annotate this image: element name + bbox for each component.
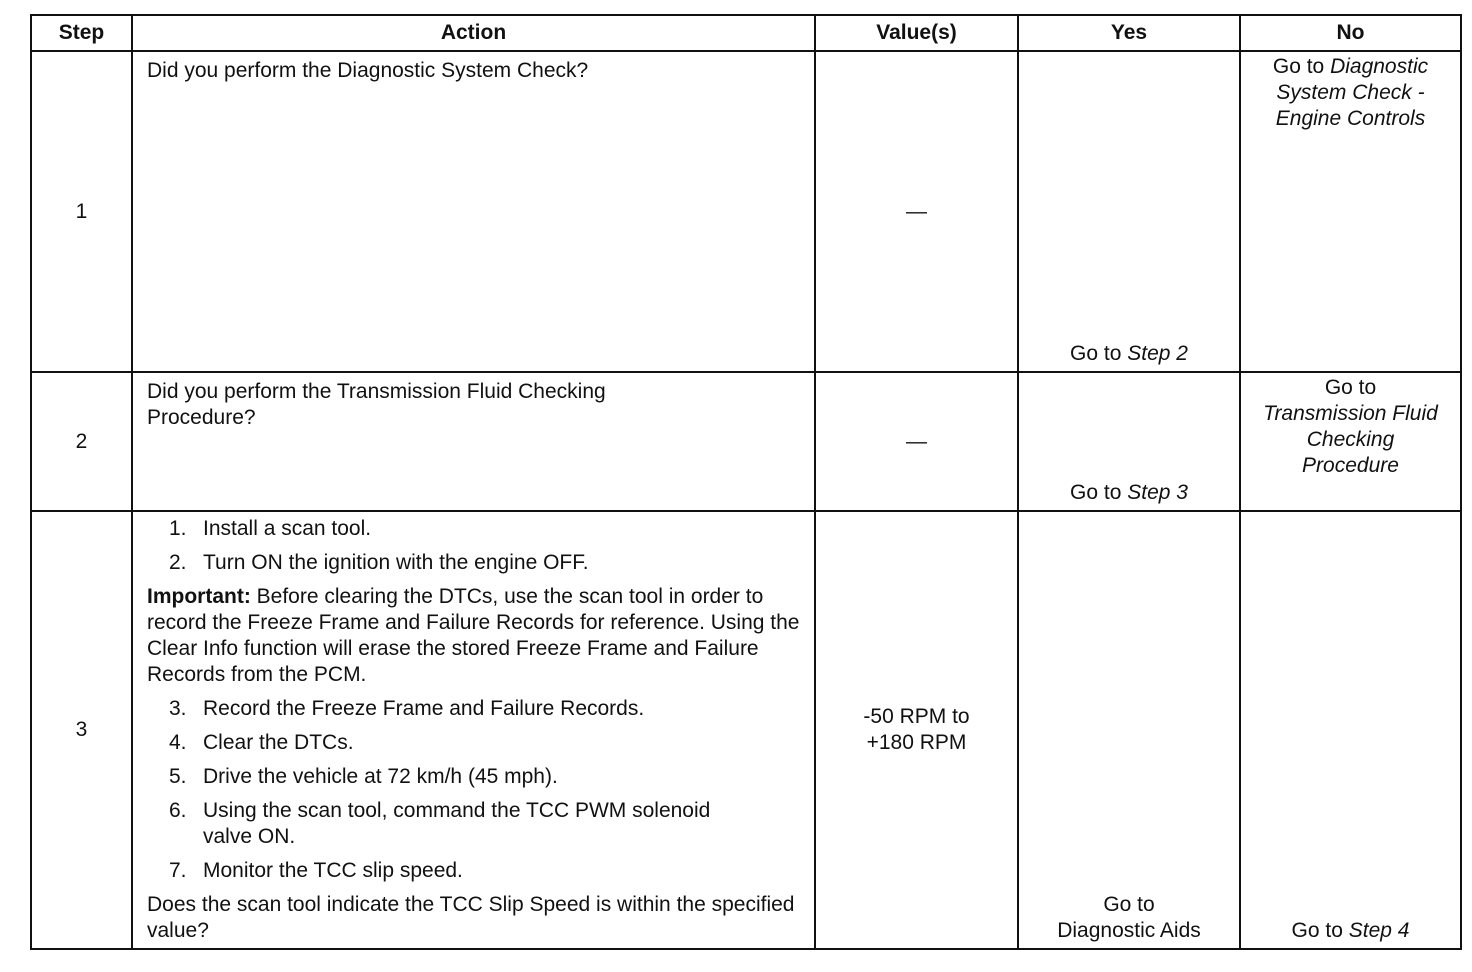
header-values: Value(s) — [815, 15, 1018, 51]
yes-link[interactable] — [1019, 892, 1239, 944]
yes-link[interactable] — [1019, 341, 1239, 367]
no-prefix: Go to — [1324, 376, 1377, 399]
action-text: Did you perform the Transmission Fluid Checking Procedure? — [147, 380, 606, 429]
list-item — [169, 550, 800, 576]
header-row — [31, 15, 1461, 51]
step-number: 3 — [31, 511, 132, 949]
yes-prefix: Go to — [1103, 893, 1155, 916]
action-content — [133, 512, 814, 944]
yes-cell — [1018, 372, 1240, 511]
list-item-text: Monitor the TCC slip speed. — [203, 859, 463, 882]
value-line-1: -50 RPM to — [863, 705, 970, 728]
important-note — [147, 584, 800, 688]
no-target: Transmission Fluid Checking Procedure — [1263, 402, 1438, 477]
diagnostic-table — [30, 14, 1462, 950]
list-item — [169, 764, 800, 790]
yes-target: Step 3 — [1127, 481, 1188, 504]
no-link[interactable] — [1241, 52, 1460, 132]
yes-cell — [1018, 511, 1240, 949]
header-step: Step — [31, 15, 132, 51]
header-action: Action — [132, 15, 815, 51]
yes-link[interactable] — [1019, 480, 1239, 506]
list-item-number: 2. — [169, 551, 187, 574]
list-item-number: 3. — [169, 697, 187, 720]
list-item-text: Clear the DTCs. — [203, 731, 354, 754]
action-cell — [132, 511, 815, 949]
list-item-text: Install a scan tool. — [203, 517, 372, 540]
no-prefix: Go to — [1272, 55, 1331, 78]
no-target: Diagnostic System Check - Engine Controls — [1275, 55, 1429, 130]
no-link[interactable] — [1241, 918, 1460, 944]
action-cell — [132, 51, 815, 372]
yes-prefix: Go to — [1070, 481, 1128, 504]
action-cell — [132, 372, 815, 511]
yes-target: Diagnostic Aids — [1057, 919, 1201, 942]
important-label: Important: — [147, 585, 251, 608]
list-item-text: Turn ON the ignition with the engine OFF. — [203, 551, 589, 574]
value-cell — [815, 511, 1018, 949]
list-item-number: 7. — [169, 859, 187, 882]
yes-prefix: Go to — [1070, 342, 1128, 365]
list-item-number: 6. — [169, 799, 187, 822]
step-number: 2 — [31, 372, 132, 511]
header-no: No — [1240, 15, 1461, 51]
list-item-number: 4. — [169, 731, 187, 754]
list-item — [169, 798, 800, 850]
no-target: Step 4 — [1348, 919, 1410, 942]
no-cell — [1240, 372, 1461, 511]
list-item-text: Record the Freeze Frame and Failure Records. — [203, 697, 645, 720]
list-item-text: Drive the vehicle at 72 km/h (45 mph). — [203, 765, 558, 788]
list-item-text: Using the scan tool, command the TCC PWM solenoid valve ON. — [203, 799, 711, 848]
action-text: Did you perform the Diagnostic System Check? — [147, 59, 589, 82]
list-item — [169, 730, 800, 756]
no-cell — [1240, 511, 1461, 949]
step-number: 1 — [31, 51, 132, 372]
yes-target: Step 2 — [1127, 342, 1188, 365]
list-item — [169, 696, 800, 722]
list-item — [169, 516, 800, 542]
table-row-step-2 — [31, 372, 1461, 511]
table-row-step-3 — [31, 511, 1461, 949]
no-cell — [1240, 51, 1461, 372]
yes-cell — [1018, 51, 1240, 372]
list-item-number: 1. — [169, 517, 187, 540]
step-list-b — [147, 696, 800, 884]
value-cell: — — [815, 51, 1018, 372]
no-prefix: Go to — [1291, 919, 1349, 942]
step-list-a — [147, 516, 800, 576]
table-row-step-1 — [31, 51, 1461, 372]
value-cell: — — [815, 372, 1018, 511]
question-text: Does the scan tool indicate the TCC Slip Speed is within the specified value? — [147, 893, 795, 942]
list-item — [169, 858, 800, 884]
value-line-2: +180 RPM — [866, 731, 967, 754]
important-text: Before clearing the DTCs, use the scan tool in order to record the Freeze Frame and Failure Records for reference. Using the Clear Info function will erase the stored Freeze Frame and Failure Records from the PCM. — [147, 585, 800, 686]
list-item-number: 5. — [169, 765, 187, 788]
no-link[interactable] — [1241, 373, 1460, 479]
header-yes: Yes — [1018, 15, 1240, 51]
